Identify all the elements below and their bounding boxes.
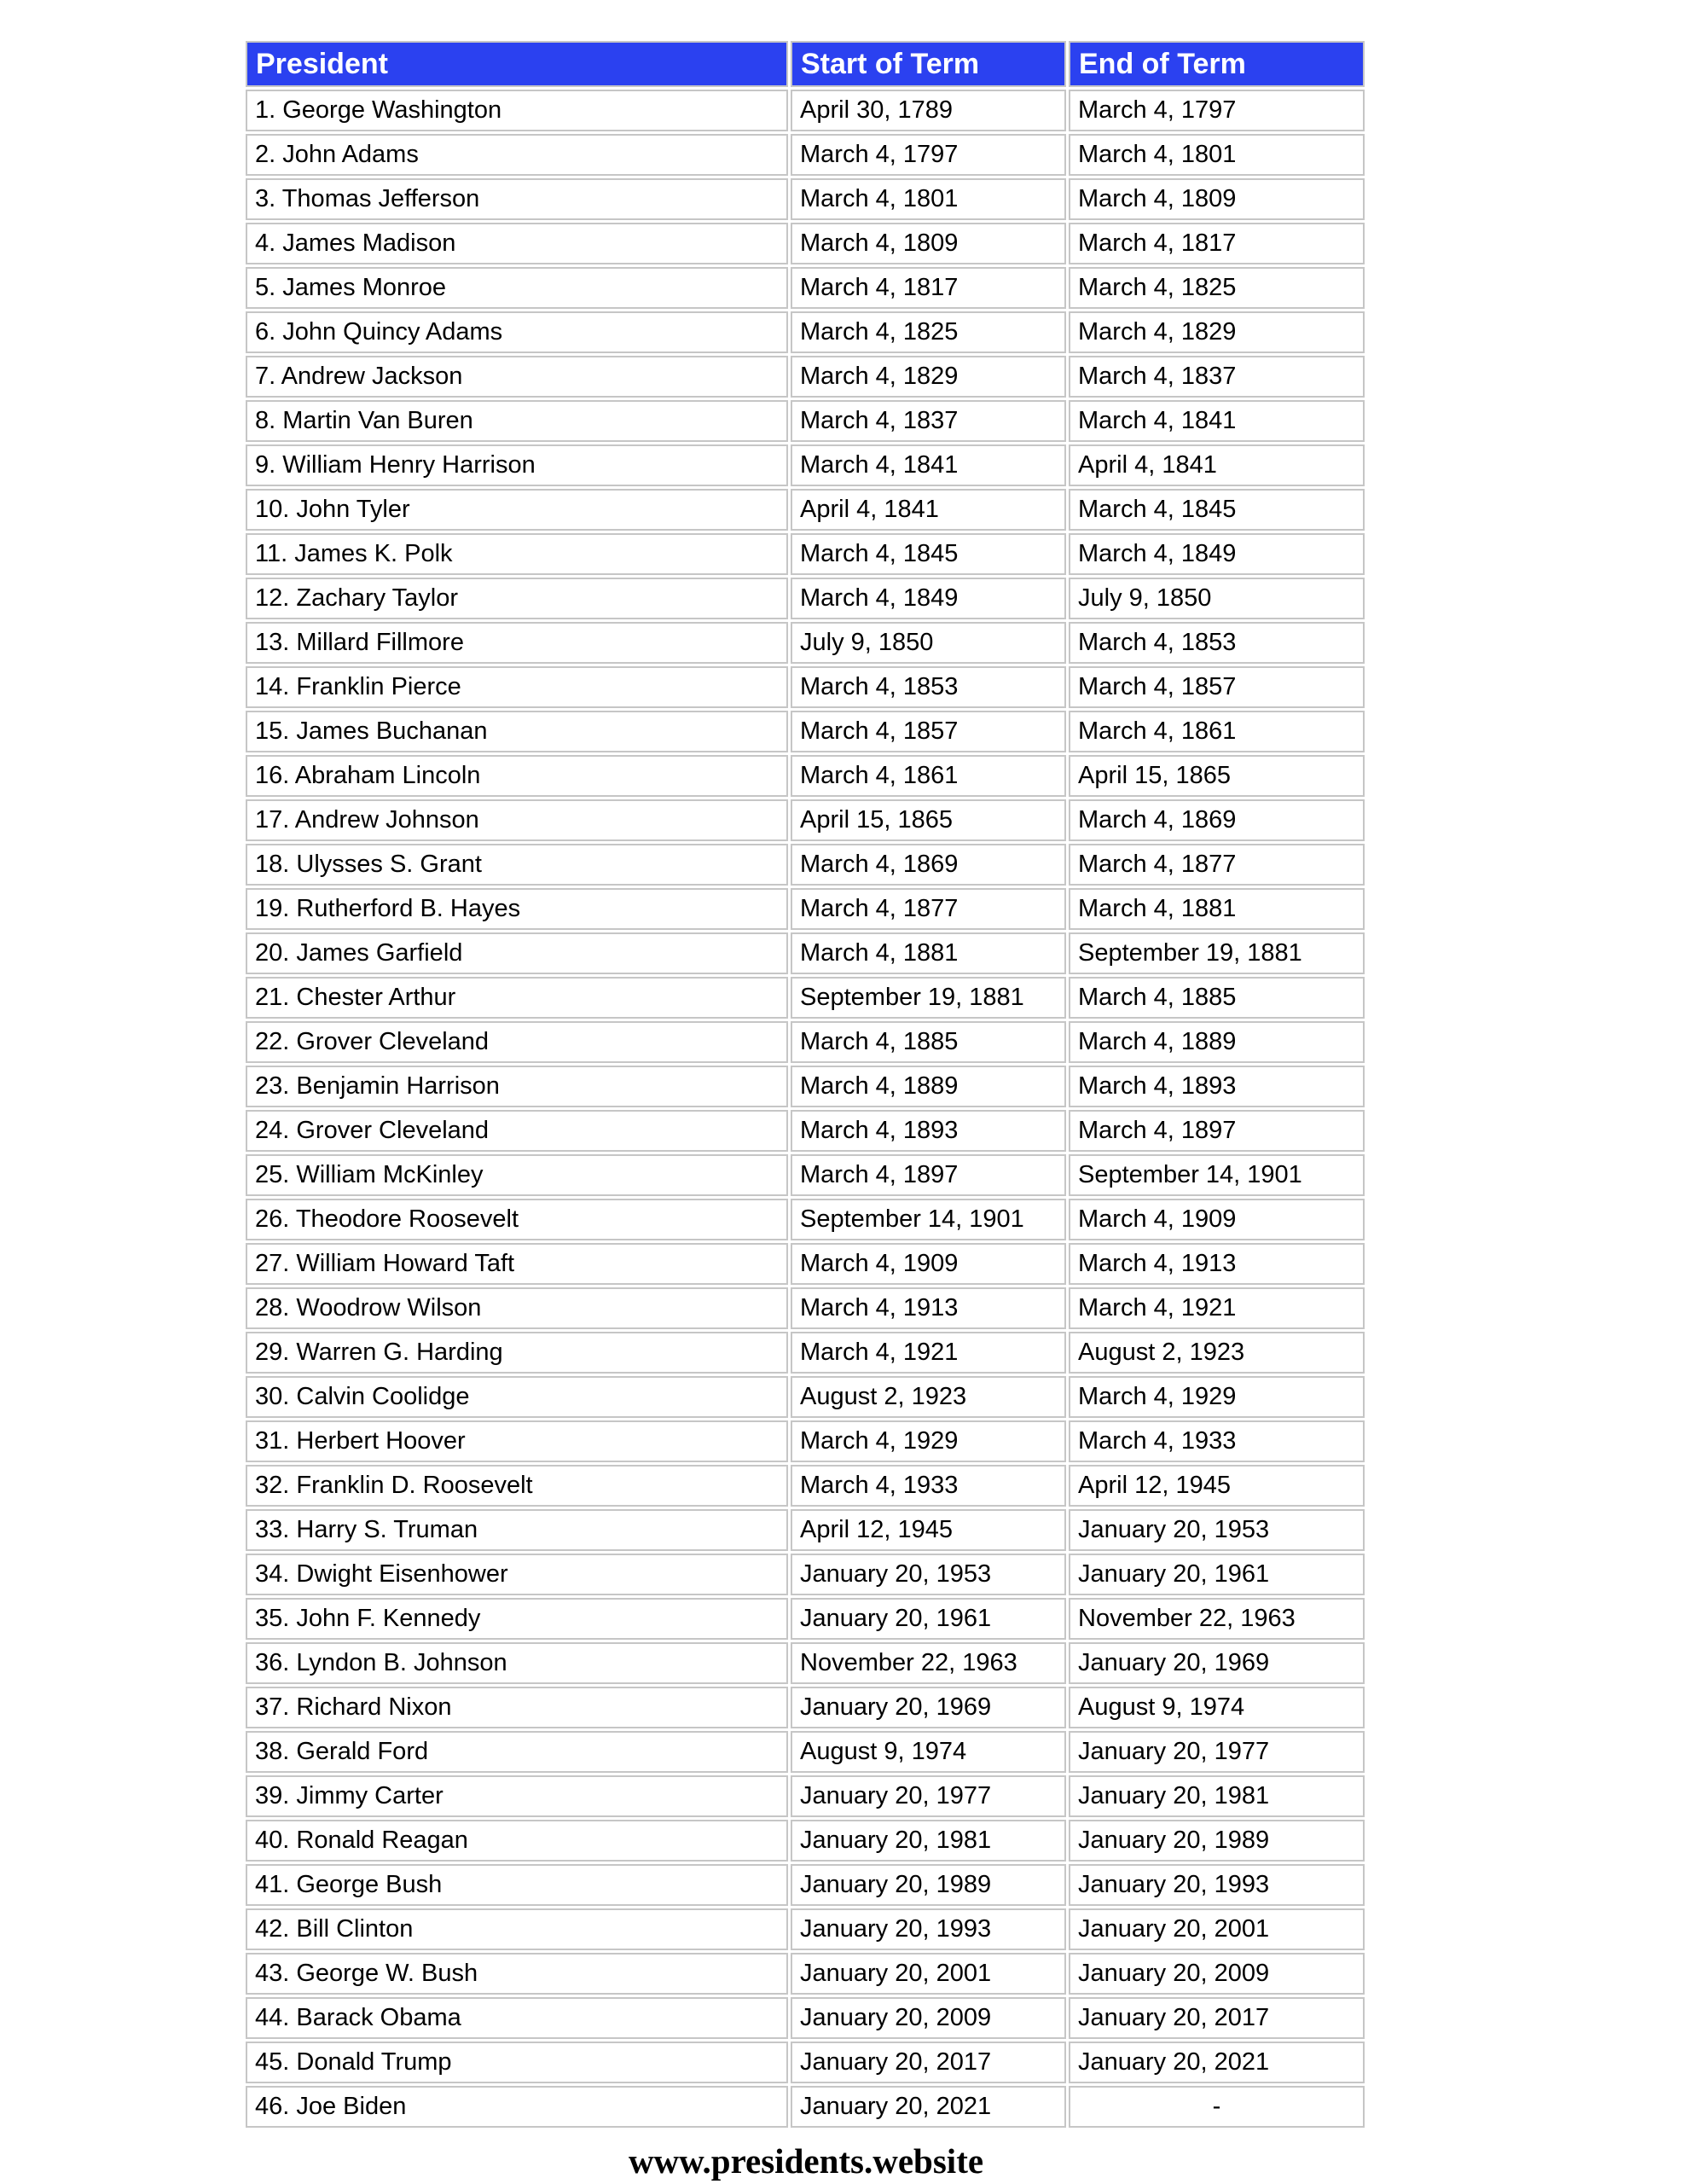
start-of-term-cell: March 4, 1881 [791, 932, 1066, 974]
table-row [246, 1465, 1365, 1507]
table-row [246, 1154, 1365, 1196]
end-of-term-cell: March 4, 1921 [1069, 1287, 1365, 1329]
president-cell: 5. James Monroe [246, 267, 788, 309]
president-cell: 9. William Henry Harrison [246, 444, 788, 486]
president-cell: 13. Millard Fillmore [246, 622, 788, 664]
president-cell: 6. John Quincy Adams [246, 311, 788, 353]
start-of-term-cell: September 19, 1881 [791, 977, 1066, 1019]
start-of-term-cell: March 4, 1841 [791, 444, 1066, 486]
start-of-term-cell: March 4, 1861 [791, 755, 1066, 797]
table-row [246, 888, 1365, 930]
president-cell: 19. Rutherford B. Hayes [246, 888, 788, 930]
end-of-term-cell: March 4, 1929 [1069, 1376, 1365, 1418]
table-row [246, 932, 1365, 974]
start-of-term-cell: July 9, 1850 [791, 622, 1066, 664]
president-cell: 11. James K. Polk [246, 533, 788, 575]
end-of-term-cell: January 20, 1969 [1069, 1642, 1365, 1684]
end-of-term-cell: March 4, 1897 [1069, 1110, 1365, 1152]
table-row [246, 178, 1365, 220]
end-of-term-cell: March 4, 1825 [1069, 267, 1365, 309]
table-row [246, 1642, 1365, 1684]
table-row [246, 489, 1365, 531]
end-of-term-cell: March 4, 1933 [1069, 1420, 1365, 1462]
end-of-term-cell: January 20, 2009 [1069, 1953, 1365, 1995]
start-of-term-cell: March 4, 1933 [791, 1465, 1066, 1507]
end-of-term-cell: September 19, 1881 [1069, 932, 1365, 974]
table-row [246, 844, 1365, 886]
president-cell: 30. Calvin Coolidge [246, 1376, 788, 1418]
president-cell: 10. John Tyler [246, 489, 788, 531]
end-of-term-cell: March 4, 1877 [1069, 844, 1365, 886]
start-of-term-cell: March 4, 1893 [791, 1110, 1066, 1152]
start-of-term-cell: January 20, 2009 [791, 1997, 1066, 2039]
site-url: www.presidents.website [628, 2141, 984, 2181]
table-row [246, 1332, 1365, 1374]
president-cell: 46. Joe Biden [246, 2086, 788, 2128]
end-of-term-cell: January 20, 1961 [1069, 1554, 1365, 1595]
end-of-term-cell: March 4, 1909 [1069, 1199, 1365, 1240]
start-of-term-cell: March 4, 1809 [791, 223, 1066, 264]
start-of-term-cell: April 15, 1865 [791, 799, 1066, 841]
end-of-term-cell: January 20, 2021 [1069, 2042, 1365, 2083]
start-of-term-cell: March 4, 1829 [791, 356, 1066, 398]
president-cell: 7. Andrew Jackson [246, 356, 788, 398]
table-row [246, 1287, 1365, 1329]
end-of-term-cell: March 4, 1857 [1069, 666, 1365, 708]
president-cell: 31. Herbert Hoover [246, 1420, 788, 1462]
start-of-term-cell: March 4, 1857 [791, 711, 1066, 752]
table-row [246, 1864, 1365, 1906]
start-of-term-cell: March 4, 1797 [791, 134, 1066, 176]
president-cell: 28. Woodrow Wilson [246, 1287, 788, 1329]
end-of-term-cell: March 4, 1893 [1069, 1066, 1365, 1107]
table-row [246, 1021, 1365, 1063]
start-of-term-cell: April 4, 1841 [791, 489, 1066, 531]
start-of-term-cell: March 4, 1801 [791, 178, 1066, 220]
president-cell: 40. Ronald Reagan [246, 1820, 788, 1862]
end-of-term-cell: January 20, 1977 [1069, 1731, 1365, 1773]
start-of-term-cell: March 4, 1885 [791, 1021, 1066, 1063]
table-row [246, 1820, 1365, 1862]
end-of-term-cell: March 4, 1829 [1069, 311, 1365, 353]
president-cell: 37. Richard Nixon [246, 1687, 788, 1728]
table-row [246, 1509, 1365, 1551]
president-cell: 22. Grover Cleveland [246, 1021, 788, 1063]
president-cell: 18. Ulysses S. Grant [246, 844, 788, 886]
president-cell: 27. William Howard Taft [246, 1243, 788, 1285]
table-row [246, 622, 1365, 664]
table-row [246, 223, 1365, 264]
table-row [246, 1110, 1365, 1152]
president-cell: 20. James Garfield [246, 932, 788, 974]
start-of-term-cell: March 4, 1921 [791, 1332, 1066, 1374]
president-cell: 23. Benjamin Harrison [246, 1066, 788, 1107]
column-header-end-of-term: End of Term [1069, 41, 1365, 87]
end-of-term-cell: March 4, 1889 [1069, 1021, 1365, 1063]
start-of-term-cell: November 22, 1963 [791, 1642, 1066, 1684]
end-of-term-cell: April 4, 1841 [1069, 444, 1365, 486]
president-cell: 4. James Madison [246, 223, 788, 264]
president-cell: 25. William McKinley [246, 1154, 788, 1196]
table-row [246, 311, 1365, 353]
start-of-term-cell: August 2, 1923 [791, 1376, 1066, 1418]
start-of-term-cell: March 4, 1929 [791, 1420, 1066, 1462]
table-row [246, 1598, 1365, 1640]
table-row [246, 400, 1365, 442]
start-of-term-cell: January 20, 2017 [791, 2042, 1066, 2083]
start-of-term-cell: January 20, 1993 [791, 1908, 1066, 1950]
end-of-term-cell: March 4, 1853 [1069, 622, 1365, 664]
end-of-term-cell: April 12, 1945 [1069, 1465, 1365, 1507]
president-cell: 26. Theodore Roosevelt [246, 1199, 788, 1240]
table-row [246, 2042, 1365, 2083]
column-header-president: President [246, 41, 788, 87]
table-row [246, 711, 1365, 752]
end-of-term-cell: July 9, 1850 [1069, 578, 1365, 619]
table-row [246, 1687, 1365, 1728]
start-of-term-cell: April 12, 1945 [791, 1509, 1066, 1551]
president-cell: 3. Thomas Jefferson [246, 178, 788, 220]
start-of-term-cell: January 20, 1977 [791, 1775, 1066, 1817]
start-of-term-cell: January 20, 1961 [791, 1598, 1066, 1640]
start-of-term-cell: March 4, 1877 [791, 888, 1066, 930]
end-of-term-cell: March 4, 1849 [1069, 533, 1365, 575]
start-of-term-cell: March 4, 1909 [791, 1243, 1066, 1285]
start-of-term-cell: March 4, 1837 [791, 400, 1066, 442]
end-of-term-cell: March 4, 1801 [1069, 134, 1365, 176]
president-cell: 2. John Adams [246, 134, 788, 176]
start-of-term-cell: March 4, 1817 [791, 267, 1066, 309]
president-cell: 42. Bill Clinton [246, 1908, 788, 1950]
table-row [246, 1554, 1365, 1595]
start-of-term-cell: January 20, 2021 [791, 2086, 1066, 2128]
start-of-term-cell: January 20, 1981 [791, 1820, 1066, 1862]
table-row [246, 799, 1365, 841]
end-of-term-cell: August 2, 1923 [1069, 1332, 1365, 1374]
president-cell: 38. Gerald Ford [246, 1731, 788, 1773]
table-row [246, 267, 1365, 309]
start-of-term-cell: March 4, 1869 [791, 844, 1066, 886]
president-cell: 45. Donald Trump [246, 2042, 788, 2083]
president-cell: 43. George W. Bush [246, 1953, 788, 1995]
start-of-term-cell: March 4, 1853 [791, 666, 1066, 708]
table-row [246, 2086, 1365, 2128]
table-row [246, 533, 1365, 575]
end-of-term-cell: January 20, 1981 [1069, 1775, 1365, 1817]
end-of-term-cell: March 4, 1861 [1069, 711, 1365, 752]
start-of-term-cell: September 14, 1901 [791, 1199, 1066, 1240]
page [243, 38, 1369, 2181]
president-cell: 29. Warren G. Harding [246, 1332, 788, 1374]
presidents-table [243, 38, 1367, 2130]
start-of-term-cell: January 20, 1989 [791, 1864, 1066, 1906]
end-of-term-cell: January 20, 1953 [1069, 1509, 1365, 1551]
start-of-term-cell: March 4, 1889 [791, 1066, 1066, 1107]
end-of-term-cell: November 22, 1963 [1069, 1598, 1365, 1640]
president-cell: 14. Franklin Pierce [246, 666, 788, 708]
end-of-term-cell: March 4, 1913 [1069, 1243, 1365, 1285]
header-row [246, 41, 1365, 87]
table-row [246, 356, 1365, 398]
start-of-term-cell: March 4, 1825 [791, 311, 1066, 353]
end-of-term-cell: January 20, 2017 [1069, 1997, 1365, 2039]
start-of-term-cell: March 4, 1913 [791, 1287, 1066, 1329]
president-cell: 33. Harry S. Truman [246, 1509, 788, 1551]
table-row [246, 1199, 1365, 1240]
table-row [246, 977, 1365, 1019]
president-cell: 15. James Buchanan [246, 711, 788, 752]
end-of-term-cell: March 4, 1797 [1069, 90, 1365, 131]
end-of-term-cell: January 20, 2001 [1069, 1908, 1365, 1950]
start-of-term-cell: March 4, 1845 [791, 533, 1066, 575]
end-of-term-cell: - [1069, 2086, 1365, 2128]
column-header-start-of-term: Start of Term [791, 41, 1066, 87]
president-cell: 34. Dwight Eisenhower [246, 1554, 788, 1595]
president-cell: 8. Martin Van Buren [246, 400, 788, 442]
president-cell: 24. Grover Cleveland [246, 1110, 788, 1152]
end-of-term-cell: March 4, 1885 [1069, 977, 1365, 1019]
table-row [246, 755, 1365, 797]
end-of-term-cell: August 9, 1974 [1069, 1687, 1365, 1728]
start-of-term-cell: January 20, 1953 [791, 1554, 1066, 1595]
table-row [246, 1908, 1365, 1950]
start-of-term-cell: August 9, 1974 [791, 1731, 1066, 1773]
president-cell: 39. Jimmy Carter [246, 1775, 788, 1817]
start-of-term-cell: January 20, 2001 [791, 1953, 1066, 1995]
table-row [246, 1066, 1365, 1107]
end-of-term-cell: March 4, 1841 [1069, 400, 1365, 442]
president-cell: 17. Andrew Johnson [246, 799, 788, 841]
end-of-term-cell: January 20, 1989 [1069, 1820, 1365, 1862]
table-row [246, 1953, 1365, 1995]
table-row [246, 666, 1365, 708]
table-row [246, 1420, 1365, 1462]
table-row [246, 444, 1365, 486]
end-of-term-cell: September 14, 1901 [1069, 1154, 1365, 1196]
table-row [246, 1243, 1365, 1285]
end-of-term-cell: March 4, 1809 [1069, 178, 1365, 220]
president-cell: 35. John F. Kennedy [246, 1598, 788, 1640]
end-of-term-cell: March 4, 1837 [1069, 356, 1365, 398]
start-of-term-cell: January 20, 1969 [791, 1687, 1066, 1728]
start-of-term-cell: March 4, 1897 [791, 1154, 1066, 1196]
end-of-term-cell: March 4, 1869 [1069, 799, 1365, 841]
end-of-term-cell: March 4, 1817 [1069, 223, 1365, 264]
table-row [246, 1997, 1365, 2039]
president-cell: 12. Zachary Taylor [246, 578, 788, 619]
start-of-term-cell: April 30, 1789 [791, 90, 1066, 131]
end-of-term-cell: January 20, 1993 [1069, 1864, 1365, 1906]
president-cell: 44. Barack Obama [246, 1997, 788, 2039]
president-cell: 21. Chester Arthur [246, 977, 788, 1019]
end-of-term-cell: March 4, 1845 [1069, 489, 1365, 531]
president-cell: 1. George Washington [246, 90, 788, 131]
table-row [246, 1775, 1365, 1817]
president-cell: 16. Abraham Lincoln [246, 755, 788, 797]
president-cell: 32. Franklin D. Roosevelt [246, 1465, 788, 1507]
table-row [246, 578, 1365, 619]
table-row [246, 1376, 1365, 1418]
table-row [246, 1731, 1365, 1773]
start-of-term-cell: March 4, 1849 [791, 578, 1066, 619]
president-cell: 36. Lyndon B. Johnson [246, 1642, 788, 1684]
table-row [246, 90, 1365, 131]
end-of-term-cell: March 4, 1881 [1069, 888, 1365, 930]
president-cell: 41. George Bush [246, 1864, 788, 1906]
end-of-term-cell: April 15, 1865 [1069, 755, 1365, 797]
table-row [246, 134, 1365, 176]
